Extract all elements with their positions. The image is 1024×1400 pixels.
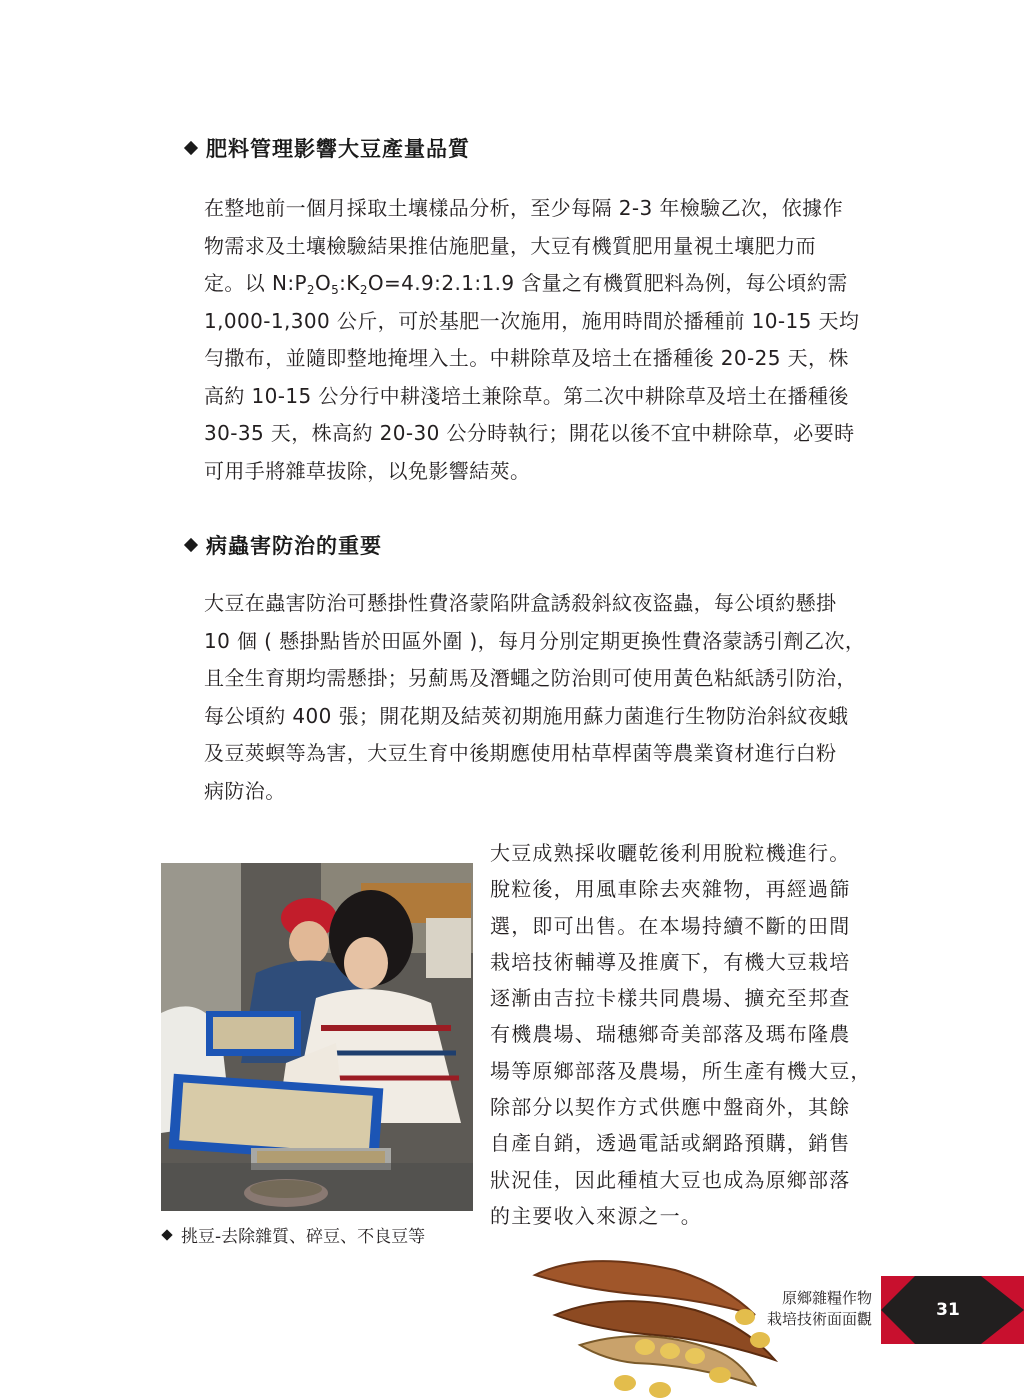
- book-title-line2: 栽培技術面面觀: [766, 1310, 872, 1328]
- text-line: 大豆在蟲害防治可懸掛性費洛蒙陷阱盒誘殺斜紋夜盜蟲，每公頃約懸掛: [204, 591, 837, 615]
- bean-sorting-photo: [161, 863, 473, 1211]
- page-number: 31: [936, 1300, 960, 1320]
- text-line: 逐漸由吉拉卡樣共同農場、擴充至邦查: [490, 986, 851, 1011]
- diamond-bullet-icon: [161, 1229, 172, 1240]
- text-line: 病防治。: [204, 778, 286, 803]
- text-line: 且全生育期均需懸掛；另薊馬及潛蠅之防治則可使用黃色粘紙誘引防治，: [204, 666, 857, 690]
- text-line: 高約 10-15 公分行中耕淺培土兼除草。第二次中耕除草及培土在播種後: [204, 383, 849, 408]
- text-line: 大豆成熟採收曬乾後利用脫粒機進行。: [490, 841, 851, 865]
- text-line: 勻撒布，並隨即整地掩埋入土。中耕除草及培土在播種後 20-25 天，株: [204, 346, 849, 370]
- text-line: 除部分以契作方式供應中盤商外，其餘: [490, 1095, 851, 1120]
- text-line: 可用手將雜草拔除，以免影響結莢。: [204, 458, 531, 483]
- soybean-pods-illustration: [525, 1245, 785, 1400]
- text-line-formula: 定。以 $N:P_2O_5:K_2O=4.9:2.1:1.9$ 含量之有機質肥料為例，每公頃約需: [204, 271, 848, 297]
- diamond-bullet-icon: [184, 141, 198, 155]
- section-heading-pest-control: [186, 530, 382, 560]
- text-line: 狀況佳，因此種植大豆也成為原鄉部落: [490, 1167, 851, 1192]
- pest-control-paragraph: [204, 585, 866, 810]
- section-heading-text: 病蟲害防治的重要: [206, 534, 382, 558]
- section-heading-fertilizer: [186, 133, 470, 163]
- text-line: 在整地前一個月採取土壤樣品分析，至少每隔 2-3 年檢驗乙次，依據作: [204, 196, 843, 220]
- text-line: 物需求及土壤檢驗結果推估施肥量，大豆有機質肥用量視土壤肥力而: [204, 233, 816, 258]
- bean-sorting-illustration: [161, 863, 473, 1211]
- section-heading-text: 肥料管理影響大豆產量品質: [206, 137, 470, 161]
- text-line: 選，即可出售。在本場持續不斷的田間: [490, 913, 851, 938]
- book-title: [767, 1288, 872, 1330]
- text-line: 1,000-1,300 公斤，可於基肥一次施用，施用時間於播種前 10-15 天均: [204, 308, 860, 333]
- page-number-box: [881, 1276, 1024, 1344]
- text-line: 每公頃約 400 張；開花期及結莢初期施用蘇力菌進行生物防治斜紋夜蛾: [204, 703, 849, 728]
- photo-caption: [161, 1222, 425, 1247]
- diamond-bullet-icon: [184, 538, 198, 552]
- text-line: 栽培技術輔導及推廣下，有機大豆栽培: [490, 949, 851, 974]
- text-line: 10 個 ( 懸掛點皆於田區外圍 )，每月分別定期更換性費洛蒙誘引劑乙次，: [204, 628, 866, 653]
- photo-caption-text: 挑豆-去除雜質、碎豆、不良豆等: [181, 1227, 426, 1247]
- text-line: 自產自銷，透過電話或網路預購，銷售: [490, 1131, 851, 1156]
- book-title-line1: 原鄉雜糧作物: [781, 1289, 872, 1307]
- text-line: 有機農場、瑞穗鄉奇美部落及瑪布隆農: [490, 1022, 851, 1047]
- harvest-paragraph: [490, 835, 872, 1234]
- text-line: 場等原鄉部落及農場，所生產有機大豆，: [490, 1058, 872, 1083]
- text-line: 及豆莢螟等為害，大豆生育中後期應使用枯草桿菌等農業資材進行白粉: [204, 741, 837, 765]
- text-line: 脫粒後，用風車除去夾雜物，再經過篩: [490, 877, 851, 902]
- text-line: 30-35 天，株高約 20-30 公分時執行；開花以後不宜中耕除草，必要時: [204, 421, 855, 445]
- text-line: 的主要收入來源之一。: [490, 1203, 702, 1228]
- fertilizer-paragraph: [204, 190, 862, 490]
